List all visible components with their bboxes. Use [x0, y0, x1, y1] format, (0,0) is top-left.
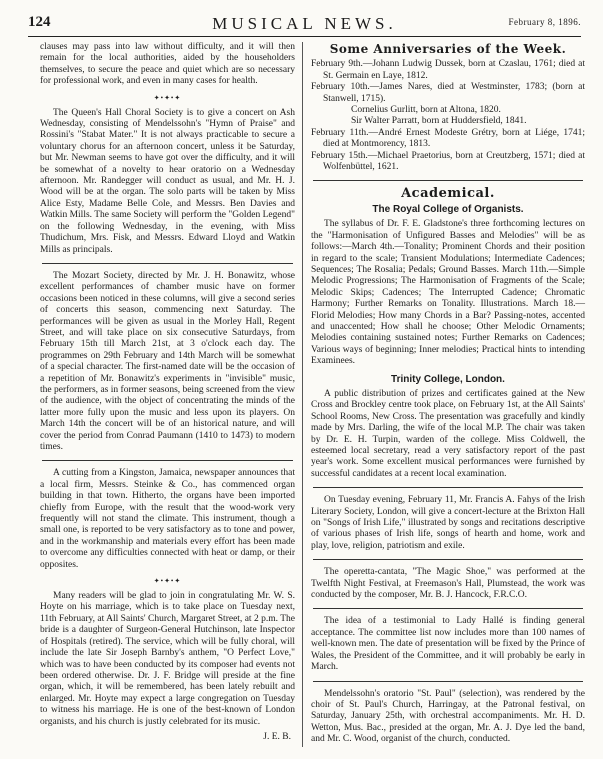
separator-rule — [313, 608, 583, 609]
paragraph: A cutting from a Kingston, Jamaica, newspaper announces that a local firm, Messrs. Steinke & Co., has commenced organ building in that town. Hitherto, the organs have been imported chiefly from Europe, with the result that the wood-work very frequently will not stand the climate. This instrument, though a small one, is reported to be very satisfactory as to tone and power, and in the workmanship and materials every effort has been made to overcome any difficulties connected with heat or damp, or their opposites. — [40, 468, 295, 570]
trinity-heading: Trinity College, London. — [391, 373, 505, 385]
paragraph: The idea of a testimonial to Lady Hallé is finding general acceptance. The committee list now includes more than 100 names of well-known men. The date of presentation will be fixed by the Prince of Wales, the President of the Committee, and it will probably be early in March. — [311, 616, 585, 673]
paragraph: Many readers will be glad to join in congratulating Mr. W. S. Hoyte on his marriage, which is to take place on Tuesday next, 11th February, at All Saints' Church, Margaret Street, at 2 p.m. The bride is a daughter of Surgeon-General Hutchinson, late Inspector of Hospitals (retired). The service, which will be fully choral, will include the late Sir Joseph Barnby's anthem, "O Perfect Love," which was to have been conducted by its composer had events not been ordered otherwise. Dr. J. F. Bridge will preside at the fine organ, which, it will be remembered, has been lately rebuilt and enlarged. Mr. Hoyte may expect a large congregation on Tuesday to witness his marriage. He is one of the best-known of London organists, and his church is justly celebrated for its music. — [40, 591, 295, 727]
paragraph: A public distribution of prizes and certificates gained at the New Cross and Brockley centre took place, on February 1st, at the All Saints' School Rooms, New Cross. The presentation was gracefully and kindly made by Mrs. Darling, the wife of the local M.P. The chair was taken by Dr. E. H. Turpin, warden of the college. Miss Coldwell, the esteemed local secretary, read a very satisfactory report of the past year's work. Some excellent musical performances were furnished by successful candidates at a recent local examination. — [311, 388, 585, 479]
paragraph: The syllabus of Dr. F. E. Gladstone's three forthcoming lectures on the "Harmonisation of Unfigured Basses and Melodies" will be as follows:—March 4th.—Tonality; Prominent Chords and their position in regard to the scale; Transient Modulations; Intermediate Cadences; Sequences; The Rosalia; Pedals; Ground Basses. March 11th.—Simple Melodic Progressions; The Harmonisation of Fragments of the Scale; Melodic Skips; Cadences; The Interrupted Cadence; Chromatic Harmony; Further Remarks on Tonality. Illustrations. March 18.—Florid Melodies; How many Chords in a Bar? Passing-notes, accented and unaccented; How shall he choose; Other Melodic Ornaments; Melodies containing sustained notes; Further Remarks on Cadences; Various ways of beginning; Inner melodies; Practical hints to intending Examinees. — [311, 219, 585, 367]
anniversary-entry: February 10th.—James Nares, died at Westminster, 1783; (born at Stanwell, 1715). — [311, 82, 585, 104]
paragraph: On Tuesday evening, February 11, Mr. Francis A. Fahys of the Irish Literary Society, London, will give a concert-lecture at the Brixton Hall on "Songs of Irish Life," illustrated by songs and recitations descriptive of various phases of Irish life, songs of hearth and home, work and play, love, religion, patriotism and exile. — [311, 495, 585, 551]
signature: J. E. B. — [263, 731, 291, 742]
separator-rule — [42, 460, 293, 461]
separator-rule — [313, 487, 583, 488]
separator-ornament: ✦•✦•✦ — [153, 93, 182, 102]
separator-rule — [313, 180, 583, 181]
column-divider — [302, 42, 303, 747]
rco-heading: The Royal College of Organists. — [372, 203, 524, 215]
anniversary-entry: February 9th.—Johann Ludwig Dussek, born at Czaslau, 1761; died at St. Germain en Laye, 1812. — [311, 59, 585, 81]
anniversary-entry: February 15th.—Michael Praetorius, born at Creutzberg, 1571; died at Wolfenbüttel, 1621. — [311, 150, 585, 173]
academical-heading: Academical. — [401, 186, 495, 202]
page-number: 124 — [28, 14, 51, 30]
separator-ornament: ✦•✦•✦ — [153, 577, 182, 586]
anniversary-entry: Cornelius Gurlitt, born at Altona, 1820. — [351, 105, 501, 116]
left-column — [40, 42, 295, 743]
paragraph: The operetta-cantata, "The Magic Shoe," was performed at the Twelfth Night Festival, at Freemason's Hall, Plumstead, the work was conducted by the composer, Mr. B. J. Hancock, F.R.C.O. — [311, 567, 585, 601]
right-column — [311, 42, 585, 746]
separator-rule — [42, 263, 293, 264]
anniversary-entry: February 11th.—André Ernest Modeste Grétry, born at Liége, 1741; died at Montmorency, 1813. — [311, 127, 585, 150]
separator-rule — [313, 559, 583, 560]
paragraph: The Mozart Society, directed by Mr. J. H. Bonawitz, whose excellent performances of chamber music have on former occasions been noticed in these columns, will give a second series of concerts this season, commencing next Saturday. The performances will be given as usual in the Morley Hall, Regent Street, and will take place on six consecutive Saturdays, from February 15th till March 21st, at 3 o'clock each day. The programmes on 29th February and 14th March will be somewhat of a special character. The first-named date will be the occasion of a repetition of Mr. Bonawitz's experiments in "invisible" music, the performers, as in former seasons, being screened from the view of the audience, with the object of concentrating the minds of the latter more fully upon the music and less upon its players. On March 14th the concert will be of an historical nature, and will cover the period from Conrad Paumann (1410 to 1473) to modern times. — [40, 270, 295, 452]
page-header — [28, 14, 581, 37]
paragraph: clauses may pass into law without difficulty, and it will then remain for the local authorities, aided by the householders themselves, to secure the peace and quiet which are so necessary for professional work, and even in many cases for health. — [40, 42, 295, 87]
anniversary-entry: Sir Walter Parratt, born at Huddersfield, 1841. — [351, 116, 527, 127]
paragraph: The Queen's Hall Choral Society is to give a concert on Ash Wednesday, consisting of Mendelssohn's "Hymn of Praise" and Rossini's "Stabat Mater." It is not always practicable to secure a voluntary chorus for an afternoon concert, unless it be Saturday, but Mr. Newman seems to have got over the difficulty, and it will be somewhat of a novelty to hear oratorio on a Wednesday afternoon. Mr. Randegger will conduct as usual, and Mr. H. J. Wood will be at the organ. The solo parts will be taken by Miss Alice Esty, Madame Belle Cole, and Messrs. Ben Davies and Watkin Mills. The same Society will perform the "Golden Legend" on the following Wednesday, in the evening, with Miss Thudichum, Mrs. Fisk, and Messrs. Edward Lloyd and Watkin Mills as principals. — [40, 107, 295, 255]
page-date: February 8, 1896. — [508, 17, 581, 27]
separator-rule — [313, 681, 583, 682]
paragraph: Mendelssohn's oratorio "St. Paul" (selection), was rendered by the choir of St. Paul's Church, Harringay, at the Patronal festival, on Saturday, January 25th, with orchestral accompaniments. Mr. H. D. Wetton, Mus. Bac., presided at the organ, Mr. A. J. Dye led the band, and Mr. C. Wood, organist of the church, conducted. — [311, 688, 585, 745]
anniversaries-heading: Some Anniversaries of the Week. — [329, 42, 567, 56]
page-title: MUSICAL NEWS. — [212, 14, 397, 33]
